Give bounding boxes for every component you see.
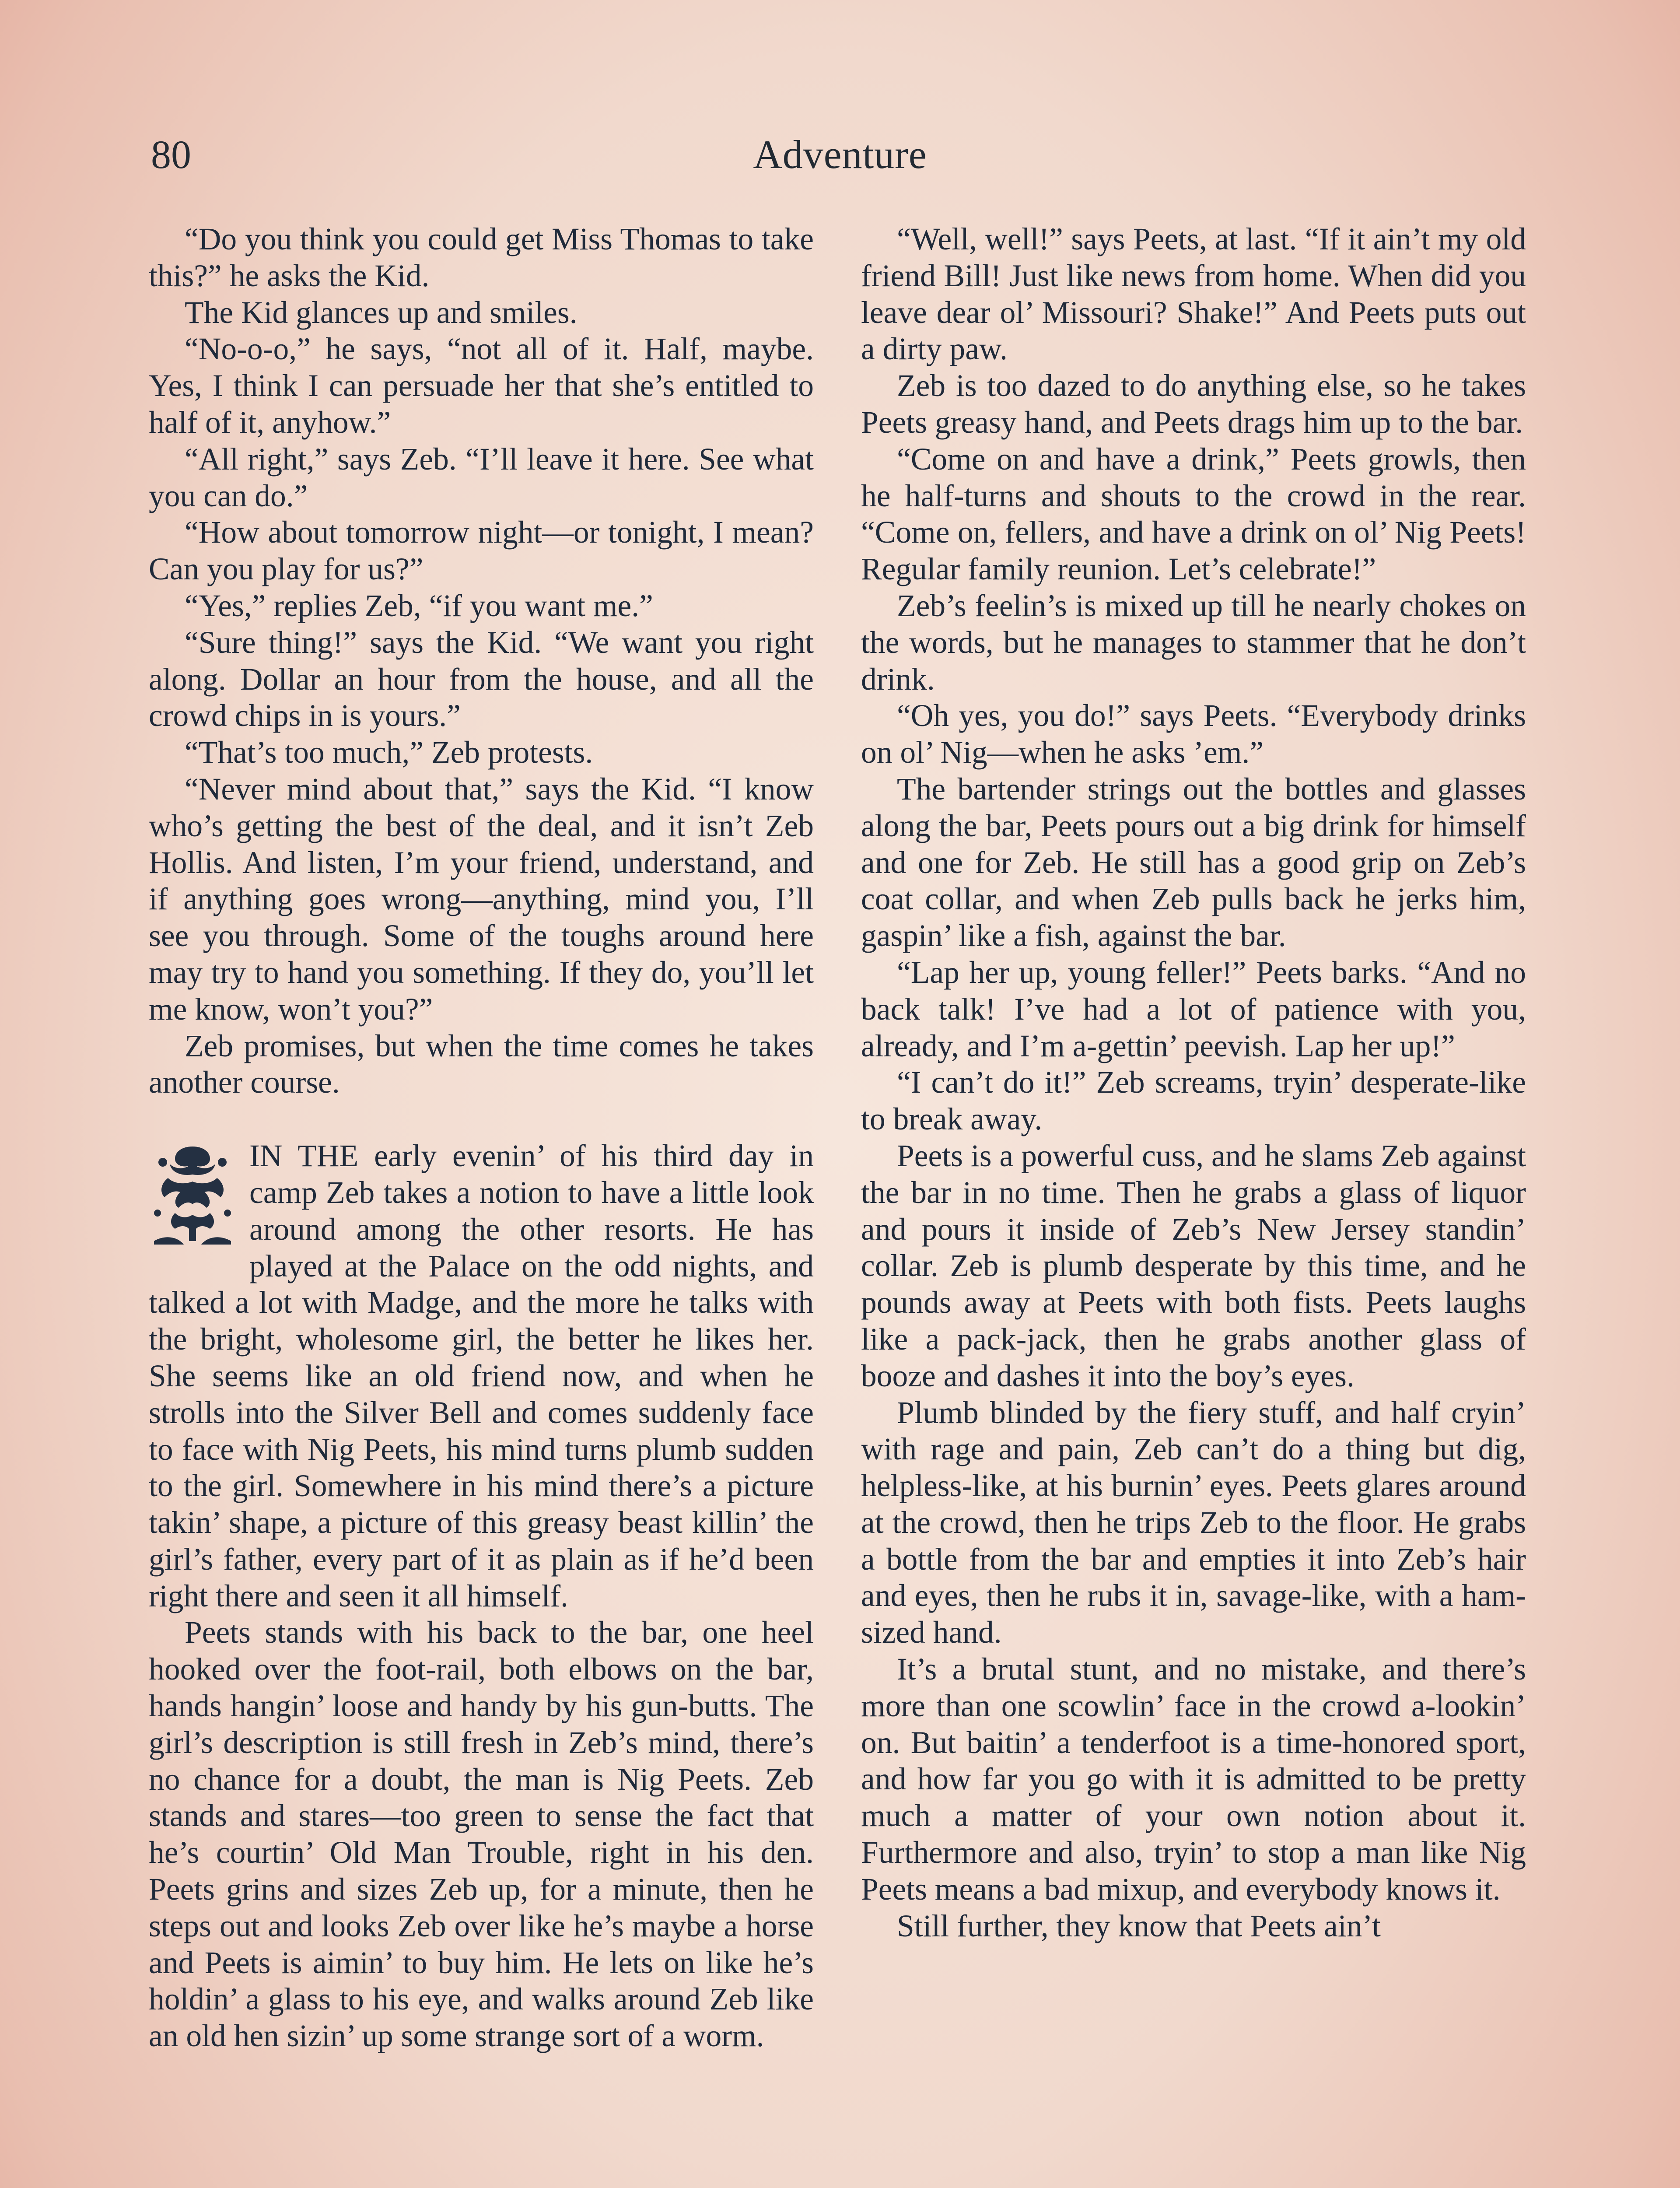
paragraph: “That’s too much,” Zeb protests.	[185, 735, 593, 770]
paragraph: “Come on and have a drink,” Peets growls, then he half-turns and shouts to the crowd in the rear. “Come on, fellers, and have a drink on ol’ Nig Peets! Regular family reunion. Let’s celebrate!”	[861, 442, 1526, 587]
paragraph: The bartender strings out the bottles and glasses along the bar, Peets pours out a big drink for himself and one for Zeb. He still has a good grip on Zeb’s coat collar, and when Zeb pulls back he jerks him, gaspin’ like a fish, against the bar.	[861, 771, 1526, 954]
paragraph: “Oh yes, you do!” says Peets. “Everybody drinks on ol’ Nig—when he asks ’em.”	[861, 698, 1526, 770]
paragraph: Peets stands with his back to the bar, one heel hooked over the foot-rail, both elbows on the bar, hands hangin’ loose and handy by his gun-butts. The girl’s description is still fresh in Zeb’s mind, there’s no chance for a doubt, the man is Nig Peets. Zeb stands and stares—too green to sense the fact that he’s courtin’ Old Man Trouble, right in his den. Peets grins and sizes Zeb up, for a minute, then he steps out and looks Zeb over like he’s maybe a horse and Peets is aimin’ to buy him. He lets on like he’s holdin’ a glass to his eye, and walks around Zeb like an old hen sizin’ up some strange sort of a worm.	[149, 1615, 814, 2054]
paragraph: Peets is a powerful cuss, and he slams Zeb against the bar in no time. Then he grabs a glass of liquor and pours it inside of Zeb’s New Jersey standin’ collar. Zeb is plumb desperate by this time, and he pounds away at Peets with both fists. Peets laughs like a pack-jack, then he grabs another glass of booze and dashes it into the boy’s eyes.	[861, 1138, 1526, 1393]
page-header	[0, 0, 1680, 210]
paragraph: “Well, well!” says Peets, at last. “If it ain’t my old friend Bill! Just like news from home. When did you leave dear ol’ Missouri? Shake!” And Peets puts out a dirty paw.	[861, 222, 1526, 367]
magazine-title: Adventure	[753, 132, 927, 177]
paragraph: “I can’t do it!” Zeb screams, tryin’ desperate-like to break away.	[861, 1065, 1526, 1137]
paragraph: “All right,” says Zeb. “I’ll leave it here. See what you can do.”	[149, 442, 814, 513]
paragraph: Zeb is too dazed to do anything else, so he takes Peets greasy hand, and Peets drags him up to the bar.	[861, 368, 1526, 440]
paragraph: “Lap her up, young feller!” Peets barks. “And no back talk! I’ve had a lot of patience with you, already, and I’m a-gettin’ peevish. Lap her up!”	[861, 955, 1526, 1063]
paragraph: Plumb blinded by the fiery stuff, and half cryin’ with rage and pain, Zeb can’t do a thing but dig, helpless-like, at his burnin’ eyes. Peets glares around at the crowd, then he trips Zeb to the floor. He grabs a bottle from the bar and empties it into Zeb’s hair and eyes, then he rubs it in, savage-like, with a ham-sized hand.	[861, 1395, 1526, 1650]
paragraph: “No-o-o,” he says, “not all of it. Half, maybe. Yes, I think I can persuade her that she’s entitled to half of it, anyhow.”	[149, 332, 814, 440]
section-break	[149, 1101, 814, 1138]
page-number: 80	[151, 132, 191, 177]
paragraph: Zeb’s feelin’s is mixed up till he nearly chokes on the words, but he manages to stammer that he don’t drink.	[861, 588, 1526, 697]
paragraph: The Kid glances up and smiles.	[185, 295, 578, 330]
dropcap-paragraph-text: IN THE early evenin’ of his third day in camp Zeb takes a notion to have a little look around among the other resorts. He has played at the Palace on the odd nights, and talked a lot with Madge, and the more he talks with the bright, wholesome girl, the better he likes her. She seems like an old friend now, and when he strolls into the Silver Bell and comes suddenly face to face with Nig Peets, his mind turns plumb sudden to the girl. Somewhere in his mind there’s a picture takin’ shape, a picture of this greasy beast killin’ the girl’s father, every part of it as plain as if he’d been right there and seen it all himself.	[149, 1139, 814, 1613]
paragraph: “Yes,” replies Zeb, “if you want me.”	[185, 588, 653, 623]
paragraph: Still further, they know that Peets ain’t	[897, 1908, 1381, 1943]
paragraph: “Never mind about that,” says the Kid. “I know who’s getting the best of the deal, and it isn’t Zeb Hollis. And listen, I’m your friend, understand, and if anything goes wrong—anything, mind you, I’ll see you through. Some of the toughs around here may try to hand you something. If they do, you’ll let me know, won’t you?”	[149, 771, 814, 1027]
paragraph: “How about tomorrow night—or tonight, I mean? Can you play for us?”	[149, 515, 814, 587]
ornamental-initial-icon	[149, 1143, 236, 1248]
paragraph: “Sure thing!” says the Kid. “We want you right along. Dollar an hour from the house, and all the crowd chips in is yours.”	[149, 625, 814, 733]
dropcap-paragraph	[149, 1138, 814, 1614]
left-column	[149, 221, 814, 2055]
right-column	[861, 221, 1526, 1944]
paragraph: “Do you think you could get Miss Thomas to take this?” he asks the Kid.	[149, 222, 814, 293]
paragraph: Zeb promises, but when the time comes he takes another course.	[149, 1028, 814, 1100]
paragraph: It’s a brutal stunt, and no mistake, and there’s more than one scowlin’ face in the crowd a-lookin’ on. But baitin’ a tenderfoot is a time-honored sport, and how far you go with it is admitted to be pretty much a matter of your own notion about it. Furthermore and also, tryin’ to stop a man like Nig Peets means a bad mixup, and everybody knows it.	[861, 1652, 1526, 1907]
